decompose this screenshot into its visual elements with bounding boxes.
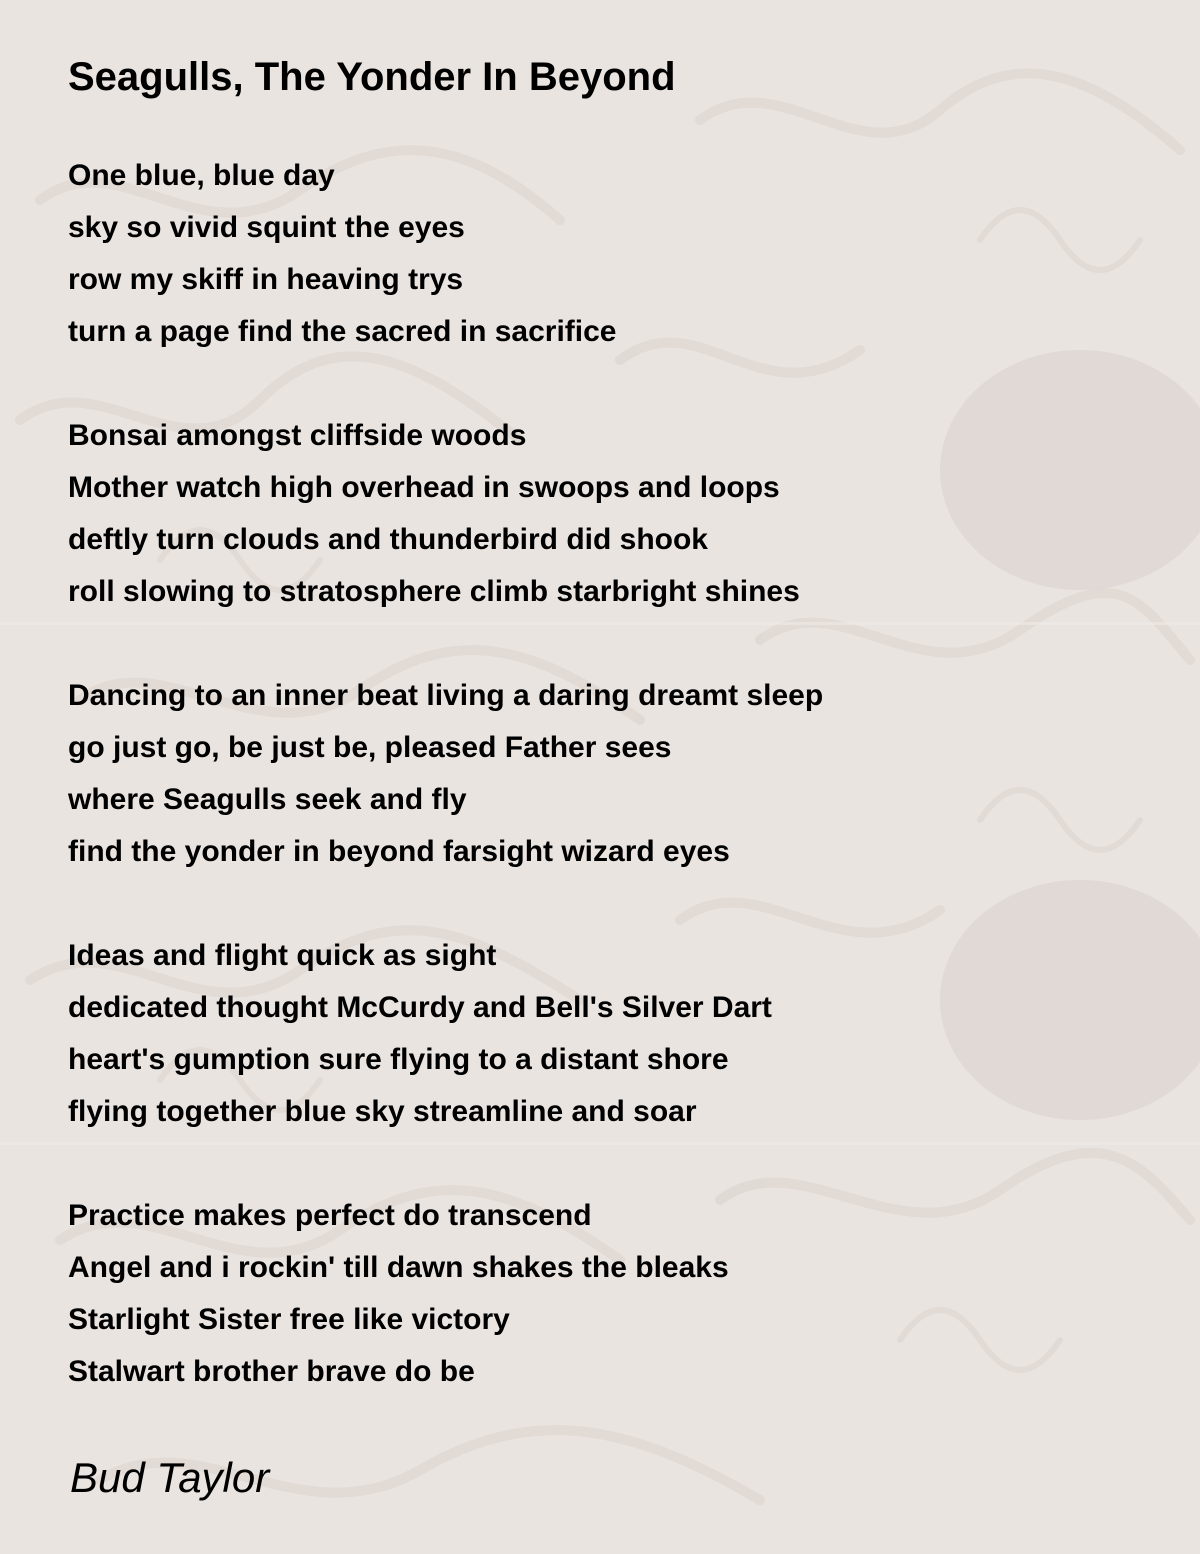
- poem-line: find the yonder in beyond farsight wizard eyes: [68, 835, 730, 868]
- poem-line: dedicated thought McCurdy and Bell's Silver Dart: [68, 991, 772, 1024]
- poem-line: One blue, blue day: [68, 159, 335, 192]
- poem-title: Seagulls, The Yonder In Beyond: [68, 55, 676, 99]
- stanza: [68, 670, 823, 878]
- poem-body: [68, 150, 823, 1450]
- poem-line: Stalwart brother brave do be: [68, 1355, 475, 1388]
- poem-line: turn a page find the sacred in sacrifice: [68, 315, 617, 348]
- stanza: [68, 1190, 823, 1398]
- poem-line: row my skiff in heaving trys: [68, 263, 464, 296]
- poem-line: roll slowing to stratosphere climb starbright shines: [68, 575, 800, 608]
- poem-line: Starlight Sister free like victory: [68, 1303, 510, 1336]
- poem-line: Ideas and flight quick as sight: [68, 939, 497, 972]
- poem-line: Practice makes perfect do transcend: [68, 1199, 592, 1232]
- poem-line: deftly turn clouds and thunderbird did shook: [68, 523, 708, 556]
- poem-line: go just go, be just be, pleased Father sees: [68, 731, 672, 764]
- poem-line: Bonsai amongst cliffside woods: [68, 419, 527, 452]
- poem-line: flying together blue sky streamline and soar: [68, 1095, 697, 1128]
- poem-line: Angel and i rockin' till dawn shakes the bleaks: [68, 1251, 729, 1284]
- poem-author: Bud Taylor: [70, 1454, 270, 1501]
- poem-line: where Seagulls seek and fly: [68, 783, 467, 816]
- stanza: [68, 930, 823, 1138]
- stanza: [68, 410, 823, 618]
- poem-line: Dancing to an inner beat living a daring dreamt sleep: [68, 679, 824, 712]
- poem-line: heart's gumption sure flying to a distant shore: [68, 1043, 729, 1076]
- stanza: [68, 150, 823, 358]
- poem-line: sky so vivid squint the eyes: [68, 211, 465, 244]
- poem-line: Mother watch high overhead in swoops and loops: [68, 471, 780, 504]
